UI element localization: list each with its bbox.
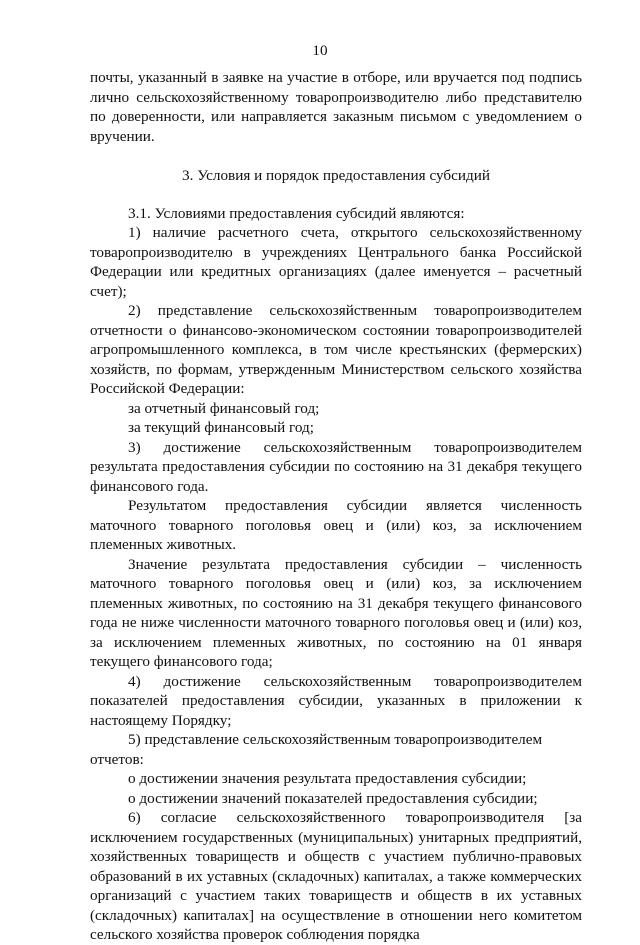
document-body [90,68,582,945]
paragraph-item-3: 3) достижение сельскохозяйственным товаропроизводителем результата предоставления субсидии по состоянию на 31 декабря текущего финансового года. [90,438,582,495]
intro-paragraph: почты, указанный в заявке на участие в отборе, или вручается под подпись лично сельскохозяйственному товаропроизводителю либо представителю по доверенности, или направляется заказным письмом с уведомлением о вручении. [90,69,582,145]
paragraph-result: Результатом предоставления субсидии является численность маточного товарного поголовья овец и (или) коз, за исключением племенных животных. [90,497,582,553]
paragraph-report-indicators: о достижении значений показателей предоставления субсидии; [128,789,538,807]
paragraph-item-5: 5) представление сельскохозяйственным товаропроизводителем отчетов: [90,731,543,768]
paragraph-3-1: 3.1. Условиями предоставления субсидий являются: [128,204,465,222]
paragraph-item-1: 1) наличие расчетного счета, открытого сельскохозяйственному товаропроизводителю в учреждениях Центрального банка Российской Федерации или кредитных организациях (далее именуется – расчетный счет); [90,224,582,300]
paragraph-item-6: 6) согласие сельскохозяйственного товаропроизводителя [за исключением государственных (муниципальных) унитарных предприятий, хозяйственных товариществ и обществ с участием публично-правовых образований в их уставных (складочных) капиталах, а также коммерческих организаций с участием таких товариществ и обществ в их уставных (складочных) капиталах] на осуществление в отношении него комитетом сельского хозяйства проверок соблюдения порядка [90,809,582,943]
paragraph-report-result: о достижении значения результата предоставления субсидии; [128,770,527,787]
paragraph-current-year: за текущий финансовый год; [128,419,314,436]
paragraph-item-4: 4) достижение сельскохозяйственным товаропроизводителем показателей предоставления субсидии, указанных в приложении к настоящему Порядку; [90,672,582,729]
paragraph-item-2: 2) представление сельскохозяйственным товаропроизводителем отчетности о финансово-экономическом состоянии товаропроизводителей агропромышленного комплекса, в том числе крестьянских (фермерских) хозяйств, по формам, утвержденным Министерством сельского хозяйства Российской Федерации: [90,302,582,397]
section-title: 3. Условия и порядок предоставления субсидий [182,167,490,184]
paragraph-reporting-year: за отчетный финансовый год; [128,399,320,417]
paragraph-result-value: Значение результата предоставления субсидии – численность маточного товарного поголовья овец и (или) коз, за исключением племенных животных, по состоянию на 31 декабря текущего финансового года не ниже численности маточного товарного поголовья овец и (или) коз, за исключением племенных животных, по состоянию на 01 января текущего финансового года; [90,555,582,670]
page-number: 10 [312,42,328,59]
